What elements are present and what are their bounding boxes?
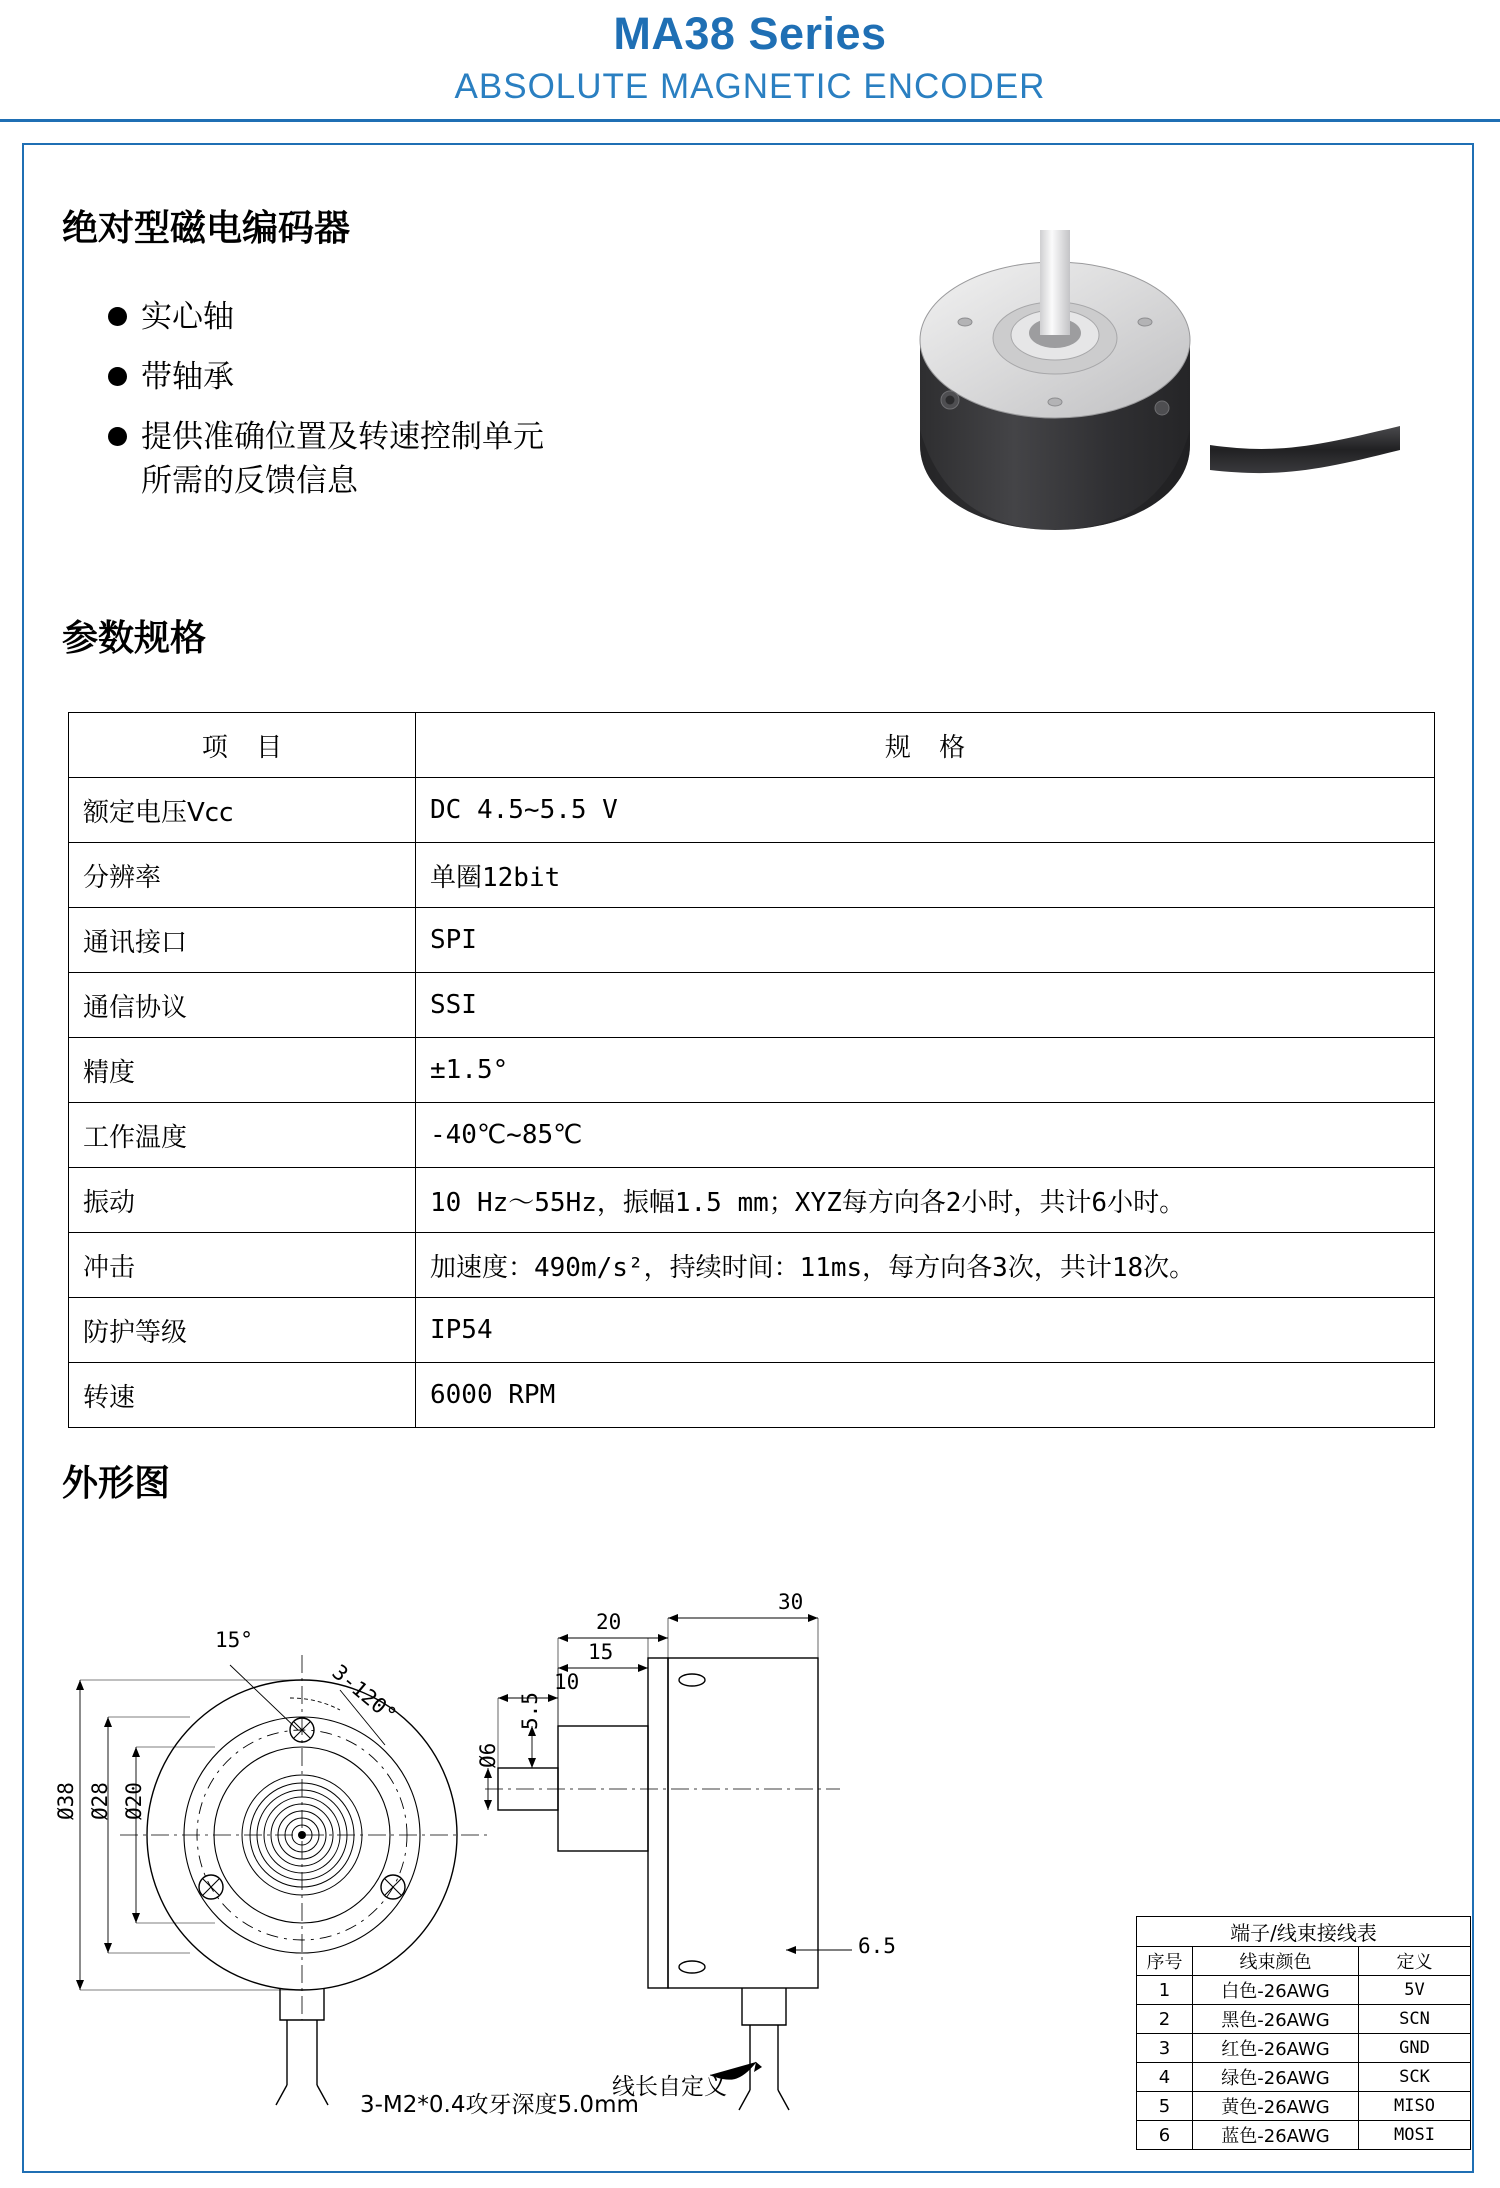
- spec-value: IP54: [416, 1298, 1435, 1363]
- table-row: [69, 1298, 1435, 1363]
- spec-item: 额定电压Vcc: [69, 778, 416, 843]
- spec-value: 6000 RPM: [416, 1363, 1435, 1428]
- wire-definition: MOSI: [1359, 2121, 1471, 2150]
- wire-definition: SCN: [1359, 2005, 1471, 2034]
- wire-no: 6: [1137, 2121, 1193, 2150]
- dim-15: 15: [588, 1640, 614, 1664]
- spec-value: SSI: [416, 973, 1435, 1038]
- feature-list: [108, 295, 848, 519]
- bullet-dot-icon: [108, 367, 127, 386]
- dim-diameter-38: Ø38: [54, 1782, 78, 1820]
- table-row: [1137, 2034, 1471, 2063]
- dim-30: 30: [778, 1590, 804, 1614]
- dim-20: 20: [596, 1610, 622, 1634]
- bullet-dot-icon: [108, 307, 127, 326]
- dim-diameter-20: Ø20: [122, 1782, 146, 1820]
- feature-text: 实心轴: [141, 299, 234, 335]
- wire-color: 黄色-26AWG: [1193, 2092, 1359, 2121]
- table-row: [69, 1168, 1435, 1233]
- wire-no: 2: [1137, 2005, 1193, 2034]
- spec-item: 振动: [69, 1168, 416, 1233]
- table-row: [69, 973, 1435, 1038]
- wire-no: 5: [1137, 2092, 1193, 2121]
- column-header-spec: 规 格: [416, 713, 1435, 778]
- spec-item: 通信协议: [69, 973, 416, 1038]
- spec-item: 防护等级: [69, 1298, 416, 1363]
- wire-no: 1: [1137, 1976, 1193, 2005]
- spec-value: -40℃~85℃: [416, 1103, 1435, 1168]
- table-row: [1137, 2063, 1471, 2092]
- column-header-item: 项 目: [69, 713, 416, 778]
- list-item: [108, 355, 848, 399]
- spec-item: 精度: [69, 1038, 416, 1103]
- wiring-table: [1136, 1916, 1471, 2150]
- wire-no: 3: [1137, 2034, 1193, 2063]
- spec-item: 工作温度: [69, 1103, 416, 1168]
- dim-3x120-degrees: 3-120°: [327, 1660, 402, 1728]
- dim-6-5: 6.5: [858, 1934, 896, 1958]
- feature-text: 带轴承: [141, 359, 234, 396]
- bullet-dot-icon: [108, 427, 127, 446]
- table-row: [69, 1363, 1435, 1428]
- product-photo: [880, 230, 1400, 630]
- table-row: [1137, 1976, 1471, 2005]
- table-header-row: [69, 713, 1435, 778]
- list-item: [108, 415, 848, 503]
- wire-definition: 5V: [1359, 1976, 1471, 2005]
- spec-item: 冲击: [69, 1233, 416, 1298]
- intro-heading: 绝对型磁电编码器: [62, 208, 351, 249]
- note-tapping-depth: 3-M2*0.4攻牙深度5.0mm: [360, 2092, 639, 2118]
- wire-color: 红色-26AWG: [1193, 2034, 1359, 2063]
- table-row: [1137, 2092, 1471, 2121]
- spec-value: ±1.5°: [416, 1038, 1435, 1103]
- spec-value: DC 4.5~5.5 V: [416, 778, 1435, 843]
- specification-table: [68, 712, 1435, 1428]
- spec-item: 分辨率: [69, 843, 416, 908]
- column-header-no: 序号: [1137, 1947, 1193, 1976]
- side-view-drawing: [480, 1530, 1040, 2130]
- product-series-title: MA38 Series: [613, 8, 887, 59]
- spec-item: 转速: [69, 1363, 416, 1428]
- table-row: [69, 908, 1435, 973]
- wiring-table-title: 端子/线束接线表: [1137, 1917, 1471, 1947]
- dim-10: 10: [554, 1670, 580, 1694]
- wire-definition: SCK: [1359, 2063, 1471, 2092]
- feature-text: 提供准确位置及转速控制单元 所需的反馈信息: [141, 419, 544, 500]
- table-row: [69, 778, 1435, 843]
- dim-5-5: 5.5: [518, 1692, 542, 1730]
- note-cable-length: 线长自定义: [612, 2074, 727, 2100]
- table-row: [69, 843, 1435, 908]
- spec-value: 10 Hz～55Hz，振幅1.5 mm；XYZ每方向各2小时，共计6小时。: [416, 1168, 1435, 1233]
- dim-diameter-28: Ø28: [88, 1782, 112, 1820]
- wire-definition: MISO: [1359, 2092, 1471, 2121]
- wire-color: 绿色-26AWG: [1193, 2063, 1359, 2092]
- table-row: [1137, 2005, 1471, 2034]
- wire-color: 黑色-26AWG: [1193, 2005, 1359, 2034]
- spec-value: SPI: [416, 908, 1435, 973]
- wire-color: 蓝色-26AWG: [1193, 2121, 1359, 2150]
- wire-color: 白色-26AWG: [1193, 1976, 1359, 2005]
- table-row: [69, 1233, 1435, 1298]
- spec-section-heading: 参数规格: [62, 618, 207, 659]
- wire-definition: GND: [1359, 2034, 1471, 2063]
- wire-no: 4: [1137, 2063, 1193, 2092]
- outline-section-heading: 外形图: [62, 1463, 171, 1504]
- table-row: [69, 1103, 1435, 1168]
- product-subtitle: ABSOLUTE MAGNETIC ENCODER: [454, 66, 1046, 106]
- table-row: [1137, 2121, 1471, 2150]
- wiring-table-title-row: [1137, 1917, 1471, 1947]
- spec-value: 加速度：490m/s²，持续时间：11ms，每方向各3次，共计18次。: [416, 1233, 1435, 1298]
- spec-value: 单圈12bit: [416, 843, 1435, 908]
- table-row: [69, 1038, 1435, 1103]
- dim-diameter-6: Ø6: [476, 1742, 500, 1768]
- dim-angle-15: 15°: [215, 1628, 253, 1652]
- column-header-color: 线束颜色: [1193, 1947, 1359, 1976]
- spec-item: 通讯接口: [69, 908, 416, 973]
- column-header-definition: 定义: [1359, 1947, 1471, 1976]
- wiring-table-header-row: [1137, 1947, 1471, 1976]
- list-item: [108, 295, 848, 339]
